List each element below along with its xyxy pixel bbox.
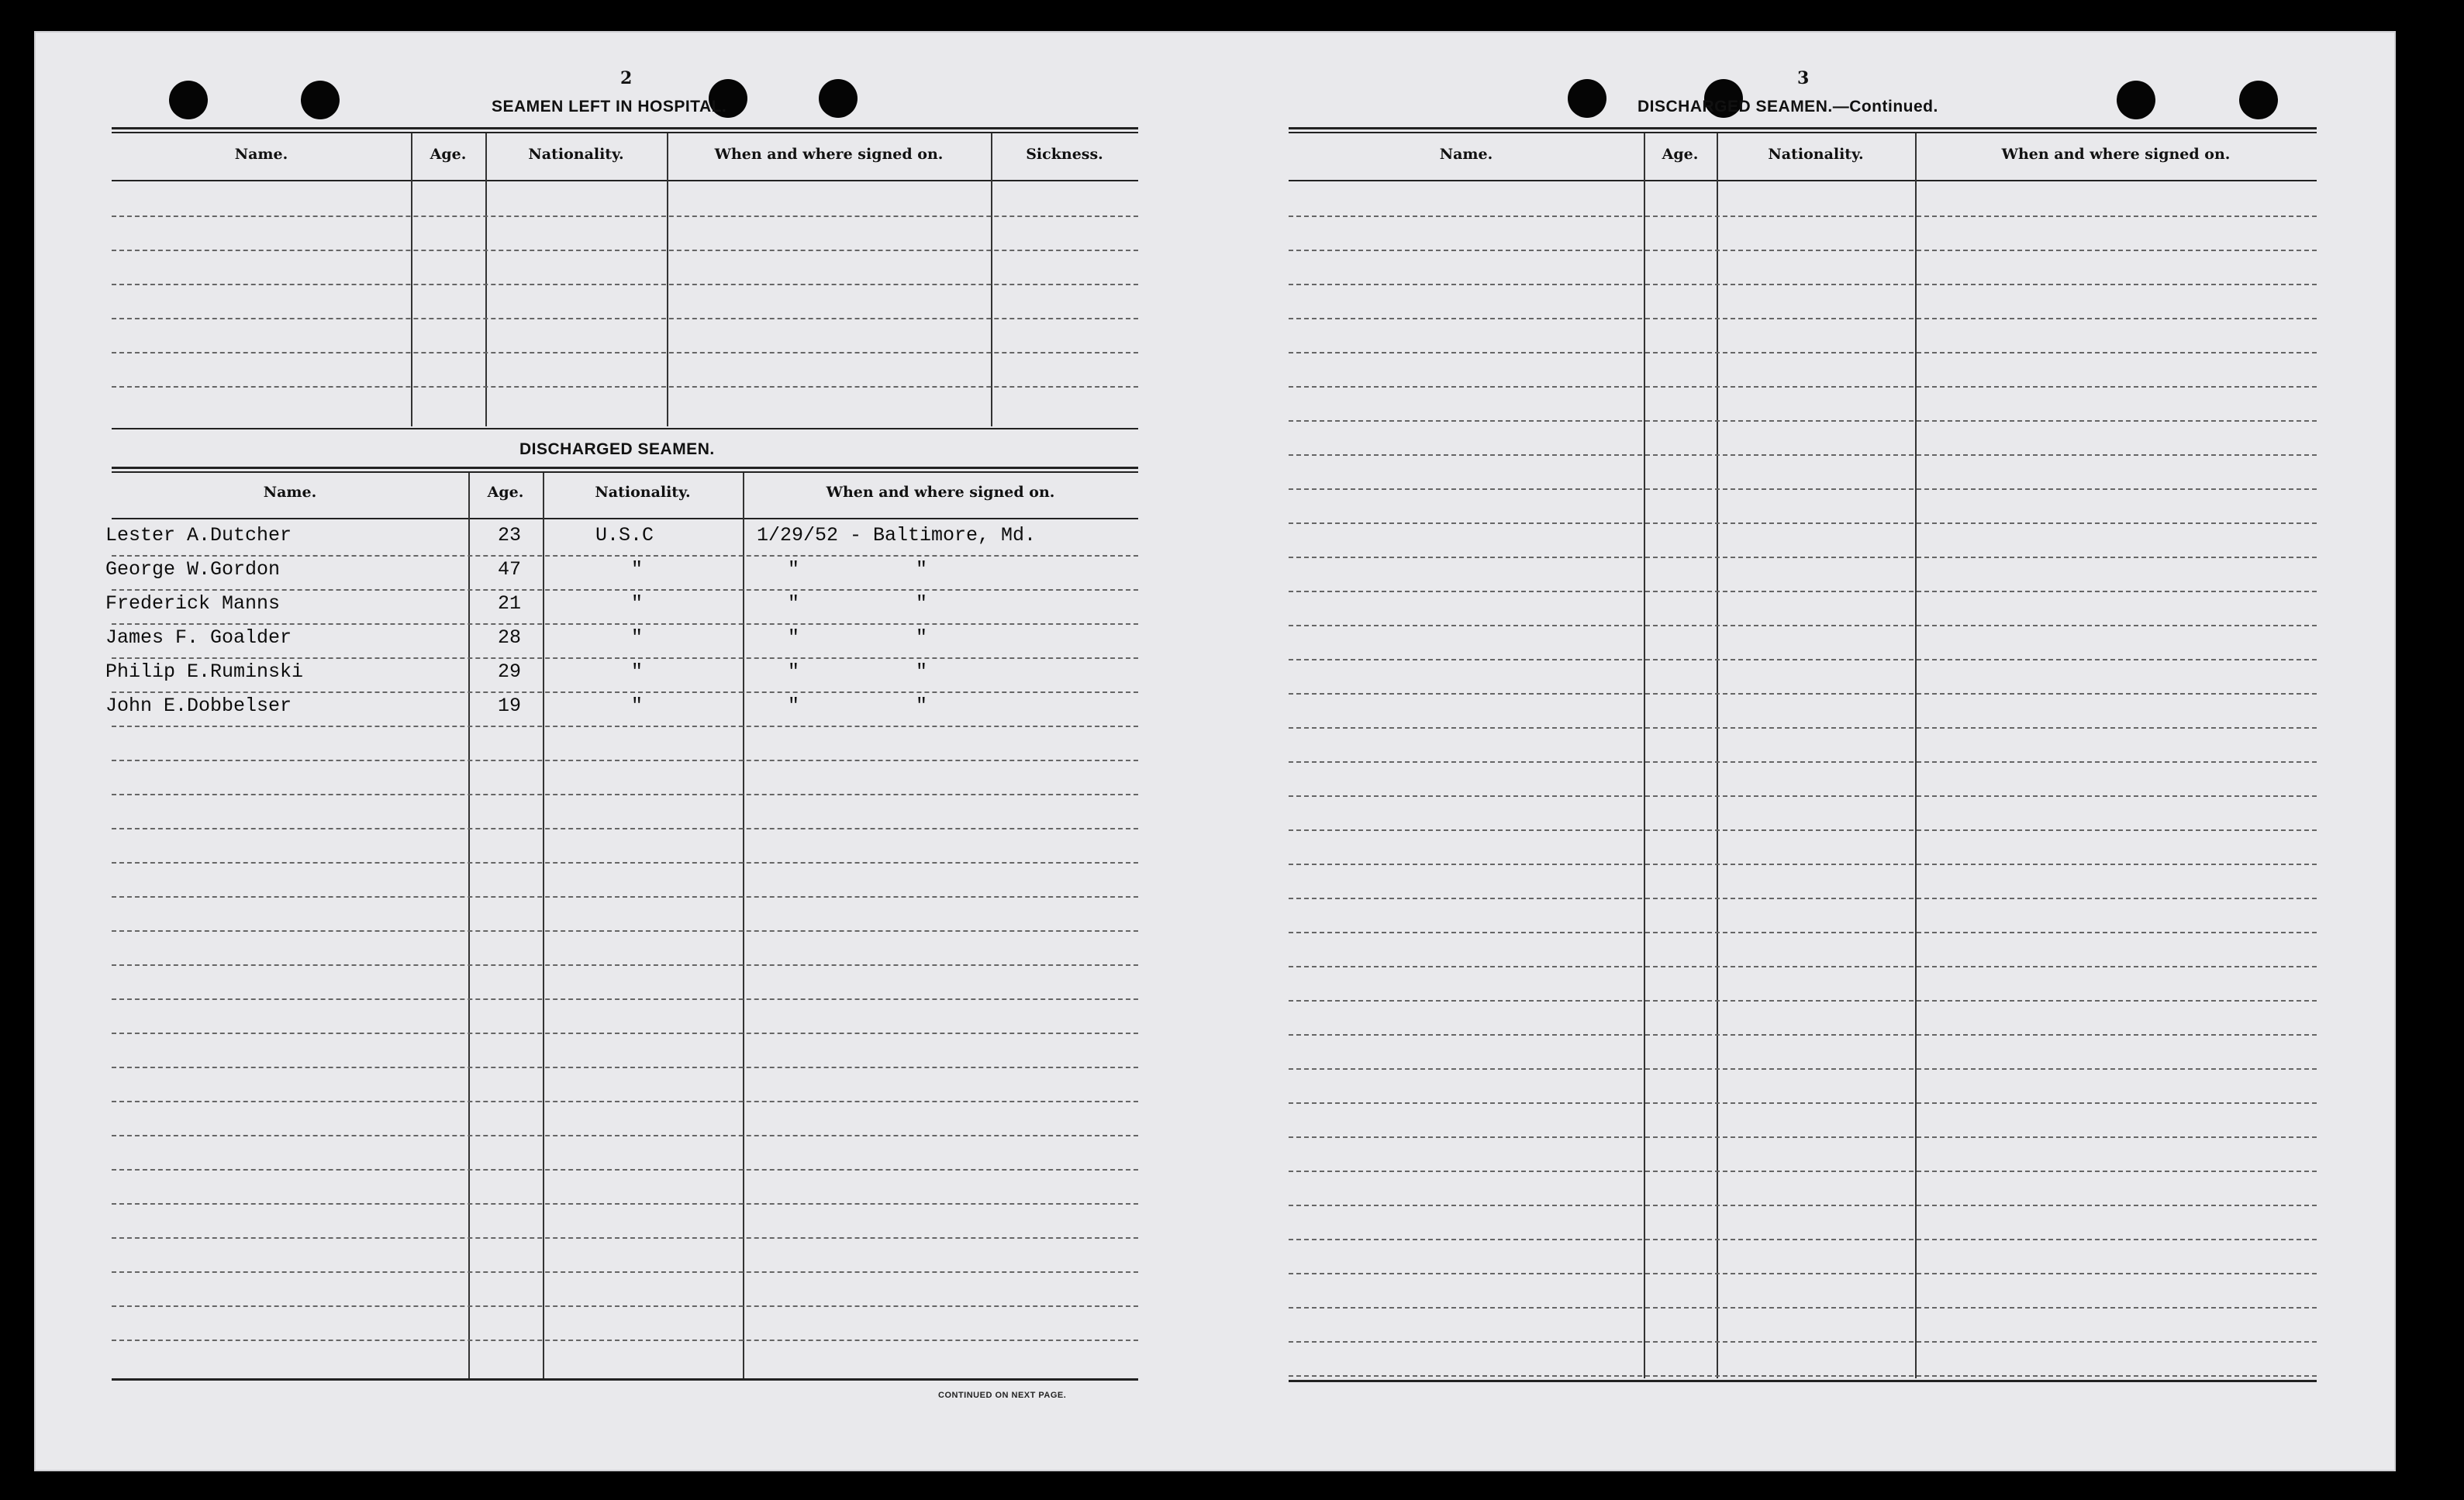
discharged-row-name: Frederick Manns [105, 592, 281, 615]
ruled-line [112, 284, 1138, 285]
column-divider [1915, 133, 1917, 1378]
column-header-age: Age. [1662, 146, 1699, 163]
ruled-line [112, 1169, 1138, 1171]
ruled-line [1289, 693, 2317, 695]
ruled-line [1289, 557, 2317, 558]
column-header-nationality: Nationality. [595, 484, 691, 501]
ruled-line [1289, 420, 2317, 422]
ruled-line [112, 1067, 1138, 1068]
ruled-line [1289, 1000, 2317, 1002]
discharged-row-name: George W.Gordon [105, 558, 281, 581]
table-top-rule [112, 127, 1138, 129]
discharged-row-nationality: " [631, 695, 644, 717]
table-top-rule [112, 132, 1138, 133]
ruled-line [1289, 250, 2317, 251]
ruled-line [112, 1340, 1138, 1341]
ruled-line [112, 1271, 1138, 1273]
ruled-line [112, 1135, 1138, 1136]
ruled-line [112, 1033, 1138, 1034]
ruled-line [1289, 795, 2317, 797]
ruled-line [112, 760, 1138, 761]
column-header-sickness: Sickness. [1026, 146, 1103, 163]
ruled-line [1289, 932, 2317, 933]
section-rule [112, 428, 1138, 429]
ruled-line [112, 862, 1138, 864]
header-rule [112, 180, 1138, 181]
ruled-line [112, 930, 1138, 932]
column-header-age: Age. [430, 146, 467, 163]
column-divider [468, 473, 470, 1378]
ruled-line [1289, 1307, 2317, 1309]
ruled-line [112, 828, 1138, 829]
ruled-line [112, 555, 1138, 557]
ruled-line [1289, 727, 2317, 729]
ruled-line [112, 1237, 1138, 1239]
column-divider [1717, 133, 1718, 1378]
discharged-row-name: John E.Dobbelser [105, 695, 292, 717]
discharged-row-signed-on: " " [788, 626, 928, 649]
header-rule [1289, 180, 2317, 181]
ruled-line [1289, 1273, 2317, 1274]
page-number: 3 [1797, 68, 1810, 88]
ruled-line [1289, 1102, 2317, 1104]
ruled-line [112, 1203, 1138, 1205]
discharged-row-signed-on: " " [788, 695, 928, 717]
discharged-row-age: 21 [498, 592, 522, 615]
ruled-line [1289, 1068, 2317, 1070]
ruled-line [112, 998, 1138, 1000]
left-page [34, 31, 1197, 1471]
column-header-nationality: Nationality. [528, 146, 624, 163]
page-number: 2 [620, 68, 633, 88]
discharged-row-name: James F. Goalder [105, 626, 292, 649]
table-top-rule [1289, 127, 2317, 129]
continued-note: CONTINUED ON NEXT PAGE. [938, 1391, 1067, 1400]
discharged-row-nationality: " [631, 592, 644, 615]
hospital-section-title: SEAMEN LEFT IN HOSPITAL. [492, 98, 727, 116]
column-header-signed-on: When and where signed on. [826, 484, 1055, 501]
table-top-rule [112, 467, 1138, 469]
ruled-line [112, 1305, 1138, 1307]
ruled-line [1289, 352, 2317, 353]
ruled-line [1289, 216, 2317, 217]
discharged-row-age: 47 [498, 558, 522, 581]
ruled-line [112, 896, 1138, 898]
table-top-rule [112, 471, 1138, 473]
ruled-line [1289, 625, 2317, 626]
ruled-line [1289, 284, 2317, 285]
discharged-row-name: Lester A.Dutcher [105, 524, 292, 547]
ruled-line [112, 386, 1138, 388]
discharged-row-age: 29 [498, 660, 522, 683]
discharged-row-signed-on: " " [788, 660, 928, 683]
ruled-line [1289, 1171, 2317, 1172]
ruled-line [1289, 1375, 2317, 1377]
ruled-line [112, 250, 1138, 251]
ruled-line [1289, 1136, 2317, 1138]
discharged-row-nationality: " [631, 660, 644, 683]
column-divider [743, 473, 744, 1378]
column-divider [411, 133, 412, 426]
ruled-line [1289, 1205, 2317, 1206]
ruled-line [112, 691, 1138, 693]
ruled-line [112, 216, 1138, 217]
ruled-line [1289, 898, 2317, 899]
ruled-line [1289, 591, 2317, 592]
ruled-line [1289, 488, 2317, 490]
ruled-line [112, 794, 1138, 795]
table-bottom-rule [1289, 1380, 2317, 1382]
discharged-row-age: 28 [498, 626, 522, 649]
discharged-continued-title: DISCHARGED SEAMEN.—Continued. [1637, 98, 1938, 116]
table-top-rule [1289, 132, 2317, 133]
ruled-line [1289, 522, 2317, 524]
ruled-line [1289, 1341, 2317, 1343]
discharged-row-nationality: U.S.C [595, 524, 654, 547]
ruled-line [1289, 659, 2317, 660]
column-divider [485, 133, 487, 426]
discharged-row-signed-on: " " [788, 558, 928, 581]
ruled-line [112, 589, 1138, 591]
ruled-line [1289, 864, 2317, 865]
column-header-name: Name. [263, 484, 317, 501]
right-page [1197, 31, 2396, 1471]
column-header-name: Name. [234, 146, 288, 163]
discharged-row-nationality: " [631, 626, 644, 649]
table-bottom-rule [112, 1378, 1138, 1381]
column-header-signed-on: When and where signed on. [2001, 146, 2231, 163]
discharged-row-age: 19 [498, 695, 522, 717]
discharged-row-nationality: " [631, 558, 644, 581]
ruled-line [1289, 386, 2317, 388]
column-header-signed-on: When and where signed on. [714, 146, 944, 163]
column-header-nationality: Nationality. [1768, 146, 1864, 163]
discharged-row-name: Philip E.Ruminski [105, 660, 304, 683]
column-divider [991, 133, 992, 426]
column-header-age: Age. [487, 484, 524, 501]
ruled-line [112, 352, 1138, 353]
ruled-line [112, 318, 1138, 319]
ruled-line [112, 1101, 1138, 1102]
ruled-line [1289, 454, 2317, 456]
ruled-line [1289, 829, 2317, 831]
header-rule [112, 518, 1138, 519]
discharged-section-title: DISCHARGED SEAMEN. [519, 440, 715, 458]
ruled-line [112, 623, 1138, 625]
column-divider [1644, 133, 1645, 1378]
ruled-line [112, 657, 1138, 659]
ruled-line [1289, 1034, 2317, 1036]
ruled-line [1289, 318, 2317, 319]
discharged-row-signed-on: " " [788, 592, 928, 615]
discharged-row-signed-on: 1/29/52 - Baltimore, Md. [757, 524, 1037, 547]
column-divider [543, 473, 544, 1378]
document-sheet [34, 31, 2396, 1471]
column-divider [667, 133, 668, 426]
ruled-line [1289, 966, 2317, 967]
ruled-line [112, 964, 1138, 966]
ruled-line [112, 726, 1138, 727]
discharged-row-age: 23 [498, 524, 522, 547]
ruled-line [1289, 1239, 2317, 1240]
column-header-name: Name. [1439, 146, 1493, 163]
ruled-line [1289, 761, 2317, 763]
